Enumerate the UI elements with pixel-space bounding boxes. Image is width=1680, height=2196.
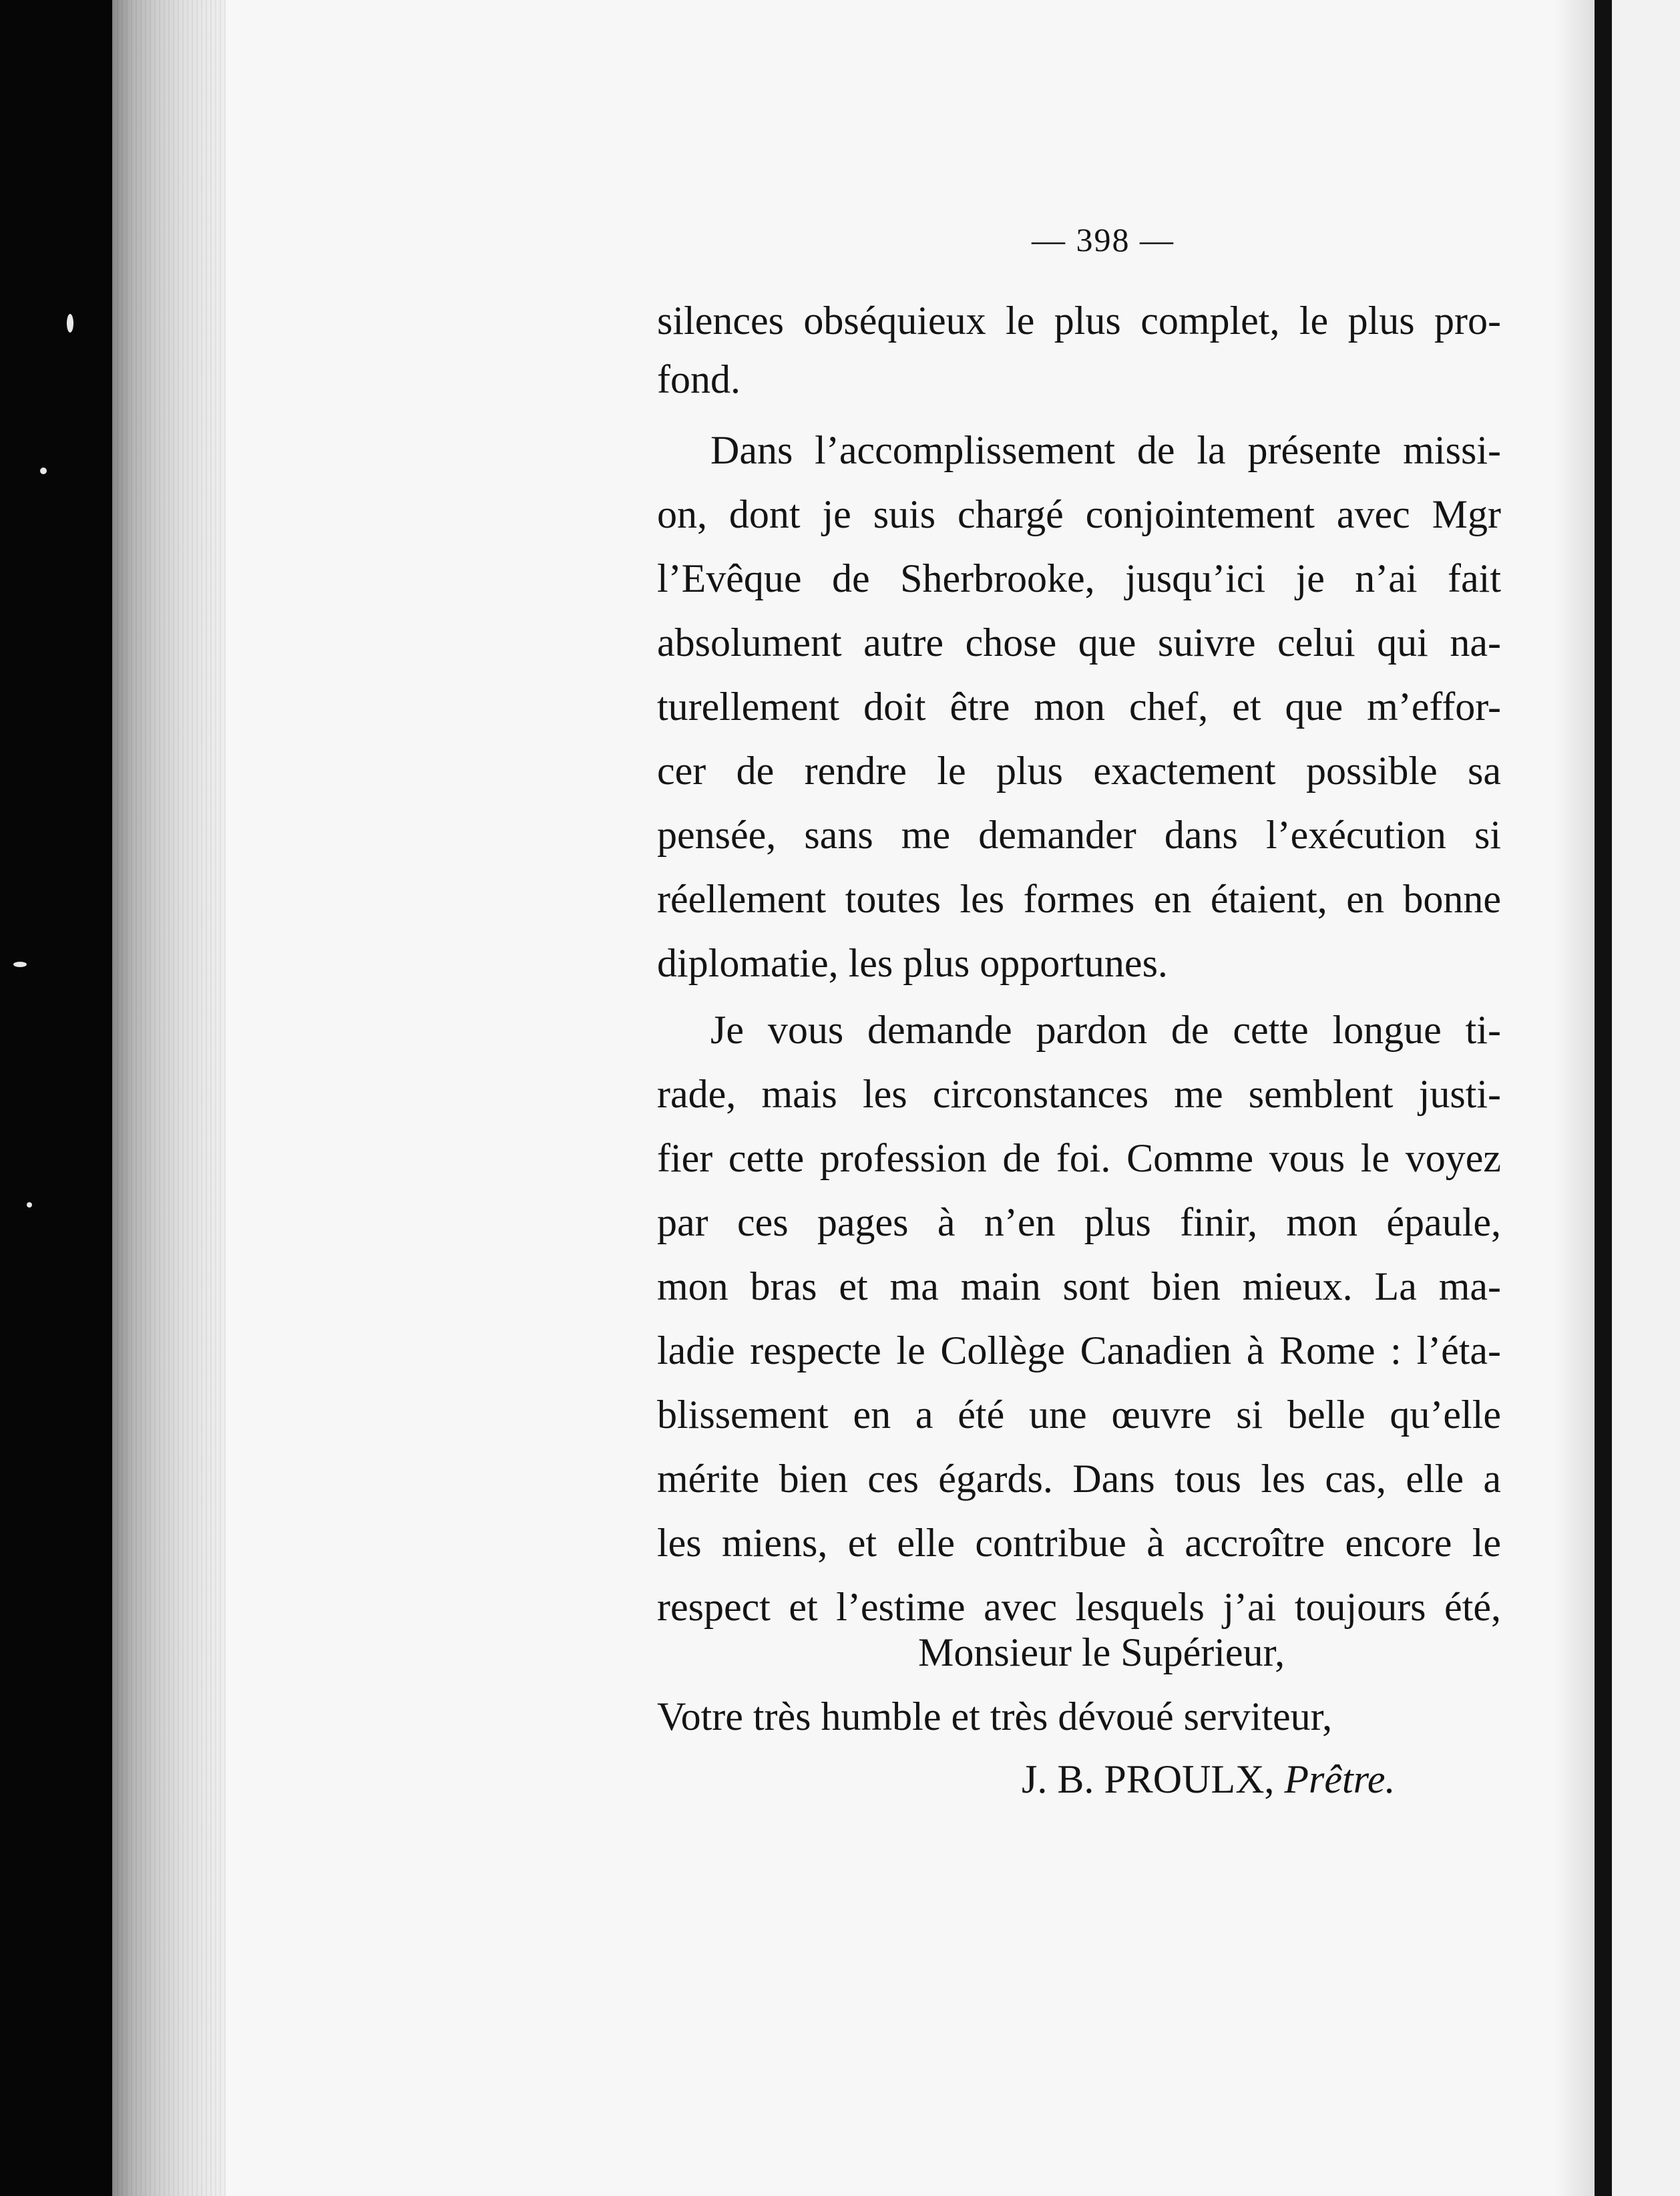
facing-page-edge [1612,0,1680,2196]
dust-speck [67,314,73,333]
text-line: cer de rendre le plus exactement possible sa [657,749,1501,793]
text-line: on, dont je suis chargé conjointement avec Mgr [657,492,1501,536]
scan-left-margin [0,0,112,2196]
text-line: Dans l’accomplissement de la présente missi- [710,428,1501,472]
text-line: fond. [657,357,741,401]
text-line: absolument autre chose que suivre celui qui na- [657,620,1501,665]
text-line: mon bras et ma main sont bien mieux. La ma- [657,1264,1501,1308]
text-line: respect et l’estime avec lesquels j’ai toujours été, [657,1585,1501,1629]
text-line: mérite bien ces égards. Dans tous les cas, elle a [657,1457,1501,1501]
dust-speck [40,468,47,474]
page-number: — 398 — [1032,221,1175,258]
dust-speck [13,962,27,967]
text-line: pensée, sans me demander dans l’exécution si [657,813,1501,857]
signature [1022,1757,1395,1803]
signature-name: J. B. PROULX, [1022,1757,1275,1801]
page-edge-stack [112,0,226,2196]
text-line: fier cette profession de foi. Comme vous le voyez [657,1136,1501,1180]
text-line: l’Evêque de Sherbrooke, jusqu’ici je n’ai fait [657,556,1501,600]
text-line: rade, mais les circonstances me semblent justi- [657,1072,1501,1116]
text-line: blissement en a été une œuvre si belle qu’elle [657,1393,1501,1437]
signature-title: Prêtre. [1284,1757,1396,1801]
text-line: par ces pages à n’en plus finir, mon épaule, [657,1200,1501,1244]
dust-speck [27,1202,32,1208]
text-line: Je vous demande pardon de cette longue ti- [710,1008,1501,1052]
text-line: turellement doit être mon chef, et que m’effor- [657,685,1501,729]
text-line: les miens, et elle contribue à accroître encore le [657,1521,1501,1565]
text-line: silences obséquieux le plus complet, le plus pro- [657,299,1501,343]
text-line: diplomatie, les plus opportunes. [657,941,1168,985]
closing-formula: Votre très humble et très dévoué serviteur, [657,1694,1333,1738]
letter-body [657,294,1501,1843]
text-line: ladie respecte le Collège Canadien à Rome : l’éta- [657,1328,1501,1372]
salutation: Monsieur le Supérieur, [918,1630,1285,1674]
text-line: réellement toutes les formes en étaient, en bonne [657,877,1501,921]
binding-gutter [1595,0,1612,2196]
